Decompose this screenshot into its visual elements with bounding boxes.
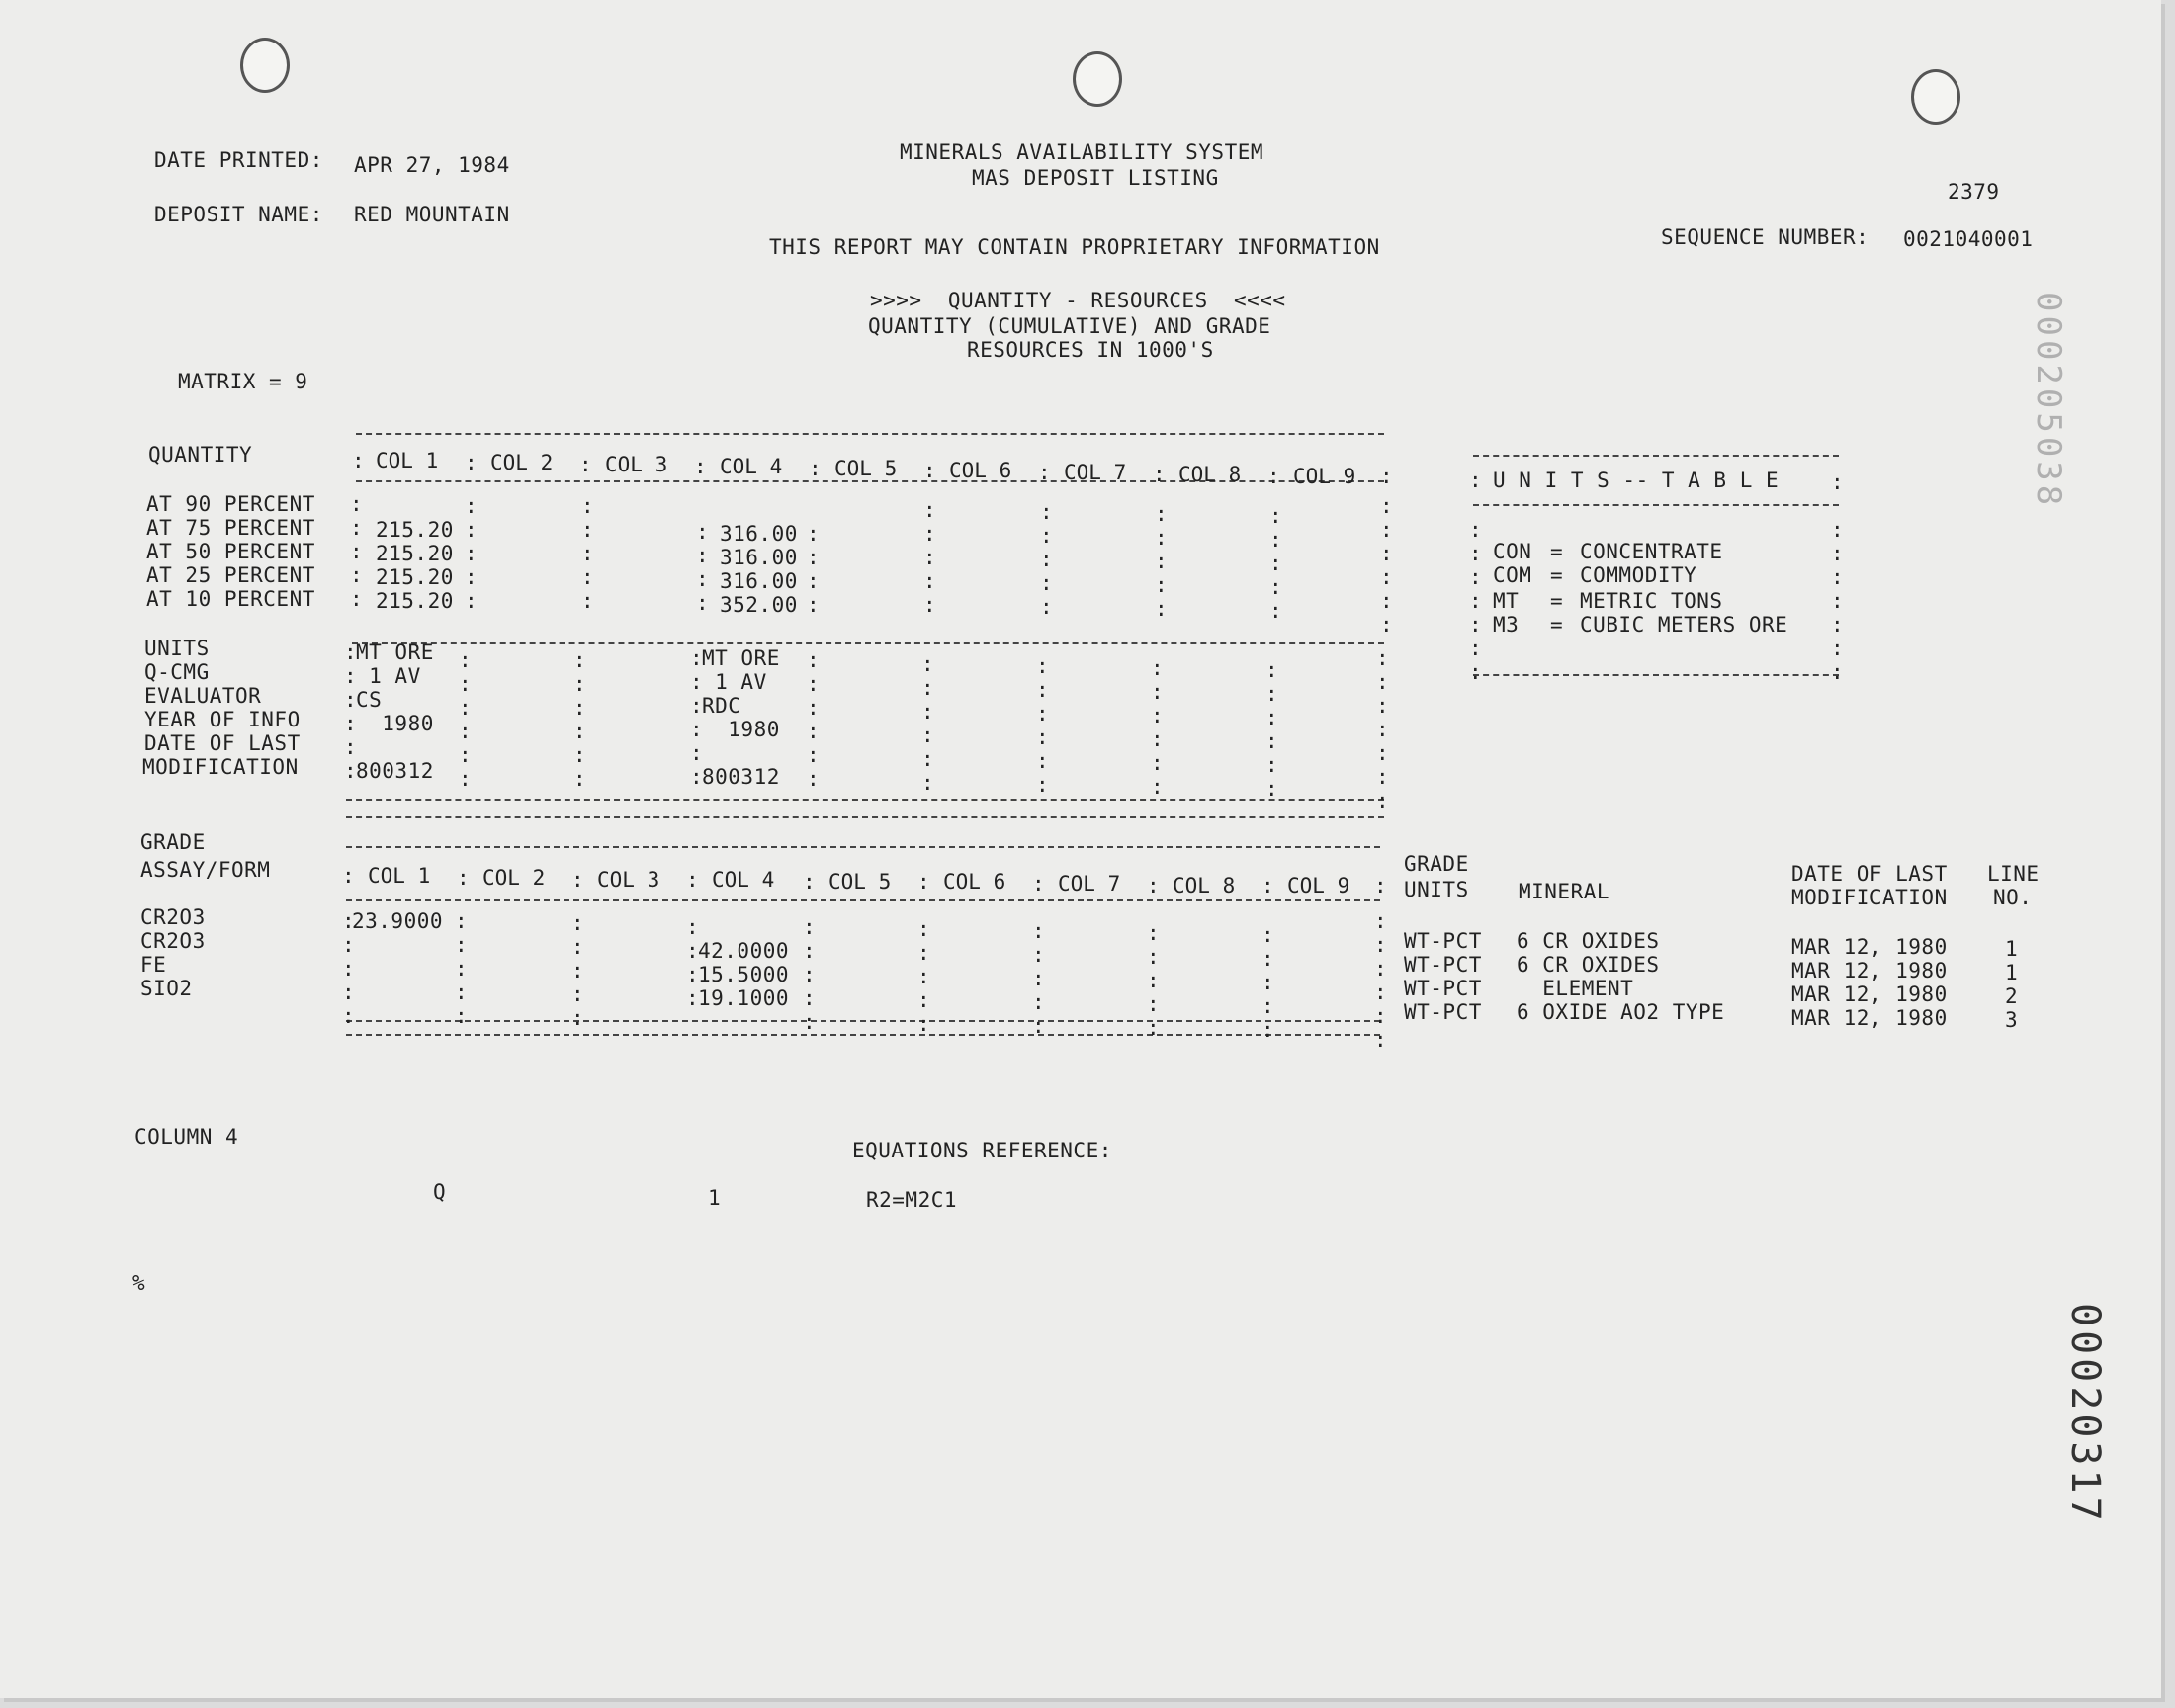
column-header: COL 5 (834, 457, 898, 480)
quantity-cell-col1: 215.20 (376, 542, 454, 565)
quantity-meta-col4: 1980 (702, 718, 780, 741)
quantity-meta-label: DATE OF LAST (144, 731, 301, 755)
column-header: COL 9 (1293, 465, 1356, 488)
grade-cell-col1: 23.9000 (352, 909, 444, 933)
modification-header: MODIFICATION (1791, 886, 1948, 909)
quantity-meta-label: EVALUATOR (144, 684, 262, 708)
units-code: CON (1493, 540, 1532, 563)
column-header: COL 9 (1287, 874, 1350, 897)
grade-row-date: MAR 12, 1980 (1791, 1006, 1948, 1030)
separator-column: : : : : : : (1265, 658, 1279, 801)
separator-column: : : : : : : (807, 648, 821, 791)
grade-row-label: SIO2 (140, 977, 193, 1000)
grade-row-units: WT-PCT (1404, 929, 1482, 953)
column-reference-label: COLUMN 4 (134, 1125, 239, 1149)
date-printed-label: DATE PRINTED: (154, 148, 323, 172)
grade-row-date: MAR 12, 1980 (1791, 959, 1948, 982)
quantity-row-label: AT 50 PERCENT (146, 540, 315, 563)
quantity-meta-label: MODIFICATION (142, 755, 299, 779)
section-subtitle: QUANTITY (CUMULATIVE) AND GRADE (868, 314, 1271, 338)
rule (346, 816, 1384, 818)
grade-row-line: 1 (2005, 961, 2019, 984)
date-header: DATE OF LAST (1791, 862, 1948, 886)
sequence-label: SEQUENCE NUMBER: (1661, 225, 1870, 249)
quantity-meta-col4: MT ORE (702, 646, 780, 670)
separator-column: : : : : : (1040, 500, 1054, 619)
equation-formula: R2=M2C1 (866, 1188, 958, 1212)
quantity-cell-col1: 215.20 (376, 565, 454, 589)
column-header: COL 7 (1064, 461, 1127, 484)
column-header: COL 3 (597, 868, 660, 892)
quantity-row-label: AT 25 PERCENT (146, 563, 315, 587)
percent-mark: % (132, 1271, 146, 1295)
quantity-row-label: AT 75 PERCENT (146, 516, 315, 540)
quantity-meta-col4: RDC (702, 694, 741, 718)
grade-row-line: 2 (2005, 984, 2019, 1008)
grade-row-label: CR2O3 (140, 929, 206, 953)
column-header: COL 4 (720, 455, 783, 478)
punch-hole-right (1911, 69, 1960, 125)
units-code: MT (1493, 589, 1520, 613)
faint-stamp-number: 000205038 (2029, 292, 2068, 510)
quantity-meta-col1: 800312 (356, 759, 434, 783)
quantity-label: QUANTITY (148, 443, 253, 467)
separator-column: : : : : : (465, 494, 478, 613)
section-units: RESOURCES IN 1000'S (967, 338, 1214, 362)
matrix-label: MATRIX = 9 (178, 370, 308, 393)
grade-row-date: MAR 12, 1980 (1791, 982, 1948, 1006)
units-meaning: METRIC TONS (1580, 589, 1723, 613)
equation-number: 1 (708, 1186, 722, 1210)
quantity-cell-col4: 316.00 (720, 522, 798, 546)
separator-column: : : : : : : (1036, 654, 1050, 797)
grade-row-line: 3 (2005, 1008, 2019, 1032)
rule (346, 1020, 1380, 1022)
column-header: COL 3 (605, 453, 668, 476)
units-meaning: CUBIC METERS ORE (1580, 613, 1788, 637)
proprietary-notice: THIS REPORT MAY CONTAIN PROPRIETARY INFORMATION (769, 235, 1380, 259)
column-header: COL 2 (482, 866, 546, 890)
grade-cell-col4: 42.0000 (698, 939, 790, 963)
separator-column: : : : : : (1155, 502, 1169, 621)
punch-hole-center (1073, 51, 1122, 107)
units-header: UNITS (1404, 878, 1469, 901)
mineral-header: MINERAL (1519, 880, 1610, 903)
grade-row-mineral: 6 OXIDE AO2 TYPE (1517, 1000, 1725, 1024)
grade-row-date: MAR 12, 1980 (1791, 935, 1948, 959)
column-header: COL 4 (712, 868, 775, 892)
assay-form-label: ASSAY/FORM (140, 858, 271, 882)
rule (356, 433, 1384, 435)
rule (346, 899, 1380, 901)
page-number: 2379 (1948, 180, 2000, 204)
quantity-meta-label: YEAR OF INFO (144, 708, 301, 731)
quantity-meta-label: Q-CMG (144, 660, 210, 684)
separator-column: : : : : : : (459, 648, 473, 791)
deposit-name-label: DEPOSIT NAME: (154, 203, 323, 226)
listing-title: MAS DEPOSIT LISTING (972, 166, 1219, 190)
grade-row-label: FE (140, 953, 167, 977)
rule (1473, 674, 1839, 676)
rule (346, 846, 1380, 848)
grade-cell-col4: 19.1000 (698, 986, 790, 1010)
separator-column: : : : : : (923, 498, 937, 617)
grade-units-header: GRADE (1404, 852, 1469, 876)
grade-row-units: WT-PCT (1404, 953, 1482, 977)
grade-row-units: WT-PCT (1404, 1000, 1482, 1024)
document-page: DATE PRINTED: APR 27, 1984 DEPOSIT NAME: RED MOUNTAIN MINERALS AVAILABILITY SYSTEM MAS DEPOSIT LISTING 2379 SEQUENCE NUMBER: 0021040001 THIS REPORT MAY CONTAIN PROPRIETARY INFORMATION >>>> QUANTITY - RESOURCES <<<< QUANTITY (CUMULATIVE) AND GRADE RESOURCES IN 1000'S MATRIX = 9 QUANTITY : COL 1 : COL 2 : COL 3 : COL 4 : COL 5 : COL 6 : COL 7 : COL 8 : COL 9 : AT 90 PERCENT AT 75 PERCENT AT 50 PERCENT AT 25 PERCENT AT 10 PERCENT : : : : : 215.20 215.20 215.20 215.20 : : : : 316.00 316.00 316.00 352.00 UNITS Q-CMG EVALUATOR YEAR OF INFO DATE OF LAST MODIFICATION : : : : : : MT ORE 1 AV CS 1980 800312 : : : : : : MT ORE 1 AV RDC 1980 800312 : : : : : : : : : : : : : : : : : : : : : : : : : : : : : : : : : : : : : : : : : : : : : : : : : : : : : : : : : : : : : : : : : : : : : : : : : : : : : : : : : : : : : : : : : : U N I T S -- T A B L E : : : : : : : : : : : : : : : CON = CONCENTRATE COM = COMMODITY MT = METRIC TONS M3 = CUBIC METERS ORE GRADE ASSAY/FORM : COL 1 : COL 2 : COL 3 : COL 4 : COL 5 : COL 6 : COL 7 : COL 8 : COL 9 : GRADE UNITS MINERAL DATE OF LAST MODIFICATION LINE NO. CR2O3 CR2O3 FE SIO2 : : : : : 23.9000 : : : : : : : : : : : : : : 42.0000 15.5000 19.1000 : : : : : : : : : : : : : : : : : : : : : : : : : : : : : : : WT-PCT WT-PCT WT-PCT WT-PCT 6 CR OXIDES 6 CR OXIDES ELEMENT 6 OXIDE AO2 TYPE MAR 12, 1980 MAR 12, 1980 MAR 12, 1980 MAR 12, 1980 1 1 2 3 COLUMN 4 EQUATIONS REFERENCE: Q 1 R2=M2C1 % 000205038 00020317 (0, 0, 2161, 1698)
date-printed: APR 27, 1984 (354, 153, 510, 177)
units-table-title: U N I T S -- T A B L E (1493, 469, 1780, 492)
grade-row-label: CR2O3 (140, 905, 206, 929)
sequence-number: 0021040001 (1903, 227, 2034, 251)
quantity-meta-col4: 800312 (702, 765, 780, 789)
quantity-meta-label: UNITS (144, 637, 210, 660)
units-code: COM (1493, 563, 1532, 587)
rule (1473, 455, 1839, 457)
grade-row-mineral: 6 CR OXIDES (1517, 953, 1660, 977)
quantity-meta-col1: 1 AV (356, 664, 421, 688)
grade-label: GRADE (140, 830, 206, 854)
rule (352, 642, 1384, 644)
deposit-name: RED MOUNTAIN (354, 203, 510, 226)
quantity-row-label: AT 10 PERCENT (146, 587, 315, 611)
units-code: M3 (1493, 613, 1520, 637)
separator-column: : : : : : : (1380, 494, 1394, 637)
separator-column: : : : : : : (573, 648, 587, 791)
column-header: COL 5 (828, 870, 892, 894)
column-header: COL 2 (490, 451, 554, 474)
column-header: COL 8 (1173, 874, 1236, 897)
separator-column: : : : : : (581, 494, 595, 613)
punch-hole-left (240, 38, 290, 93)
quantity-meta-col4: 1 AV (702, 670, 767, 694)
column-header: COL 1 (376, 449, 439, 472)
quantity-meta-col1: CS (356, 688, 383, 712)
units-meaning: CONCENTRATE (1580, 540, 1723, 563)
quantity-cell-col1: 215.20 (376, 518, 454, 542)
rule (346, 1034, 1380, 1036)
section-title: >>>> QUANTITY - RESOURCES <<<< (870, 289, 1286, 312)
grade-cell-col4: 15.5000 (698, 963, 790, 986)
grade-row-units: WT-PCT (1404, 977, 1482, 1000)
equation-variable: Q (433, 1180, 447, 1204)
column-header: COL 6 (949, 459, 1012, 482)
quantity-meta-col1: 1980 (356, 712, 434, 735)
line-no-header: NO. (1993, 886, 2033, 909)
equations-reference-label: EQUATIONS REFERENCE: (852, 1139, 1112, 1162)
line-header: LINE (1987, 862, 2040, 886)
quantity-cell-col4: 316.00 (720, 569, 798, 593)
column-header: COL 7 (1058, 872, 1121, 896)
rule (1473, 504, 1839, 506)
separator-column: : : : : : (1269, 504, 1283, 623)
quantity-cell-col4: 316.00 (720, 546, 798, 569)
grade-row-line: 1 (2005, 937, 2019, 961)
grade-row-mineral: 6 CR OXIDES (1517, 929, 1660, 953)
grade-row-mineral: ELEMENT (1517, 977, 1634, 1000)
stamp-number: 00020317 (2062, 1303, 2108, 1525)
separator-column: : : : : : : : (1376, 646, 1390, 812)
quantity-row-label: AT 90 PERCENT (146, 492, 315, 516)
column-header: COL 8 (1178, 463, 1242, 486)
units-meaning: COMMODITY (1580, 563, 1697, 587)
quantity-cell-col1: 215.20 (376, 589, 454, 613)
system-title: MINERALS AVAILABILITY SYSTEM (900, 140, 1264, 164)
quantity-cell-col4: 352.00 (720, 593, 798, 617)
separator-column: : : : : : : (921, 652, 935, 795)
separator-column: : : : : : : (1151, 656, 1165, 799)
rule (346, 799, 1384, 801)
quantity-meta-col1: MT ORE (356, 640, 434, 664)
column-header: COL 1 (368, 864, 431, 888)
column-header: COL 6 (943, 870, 1006, 894)
